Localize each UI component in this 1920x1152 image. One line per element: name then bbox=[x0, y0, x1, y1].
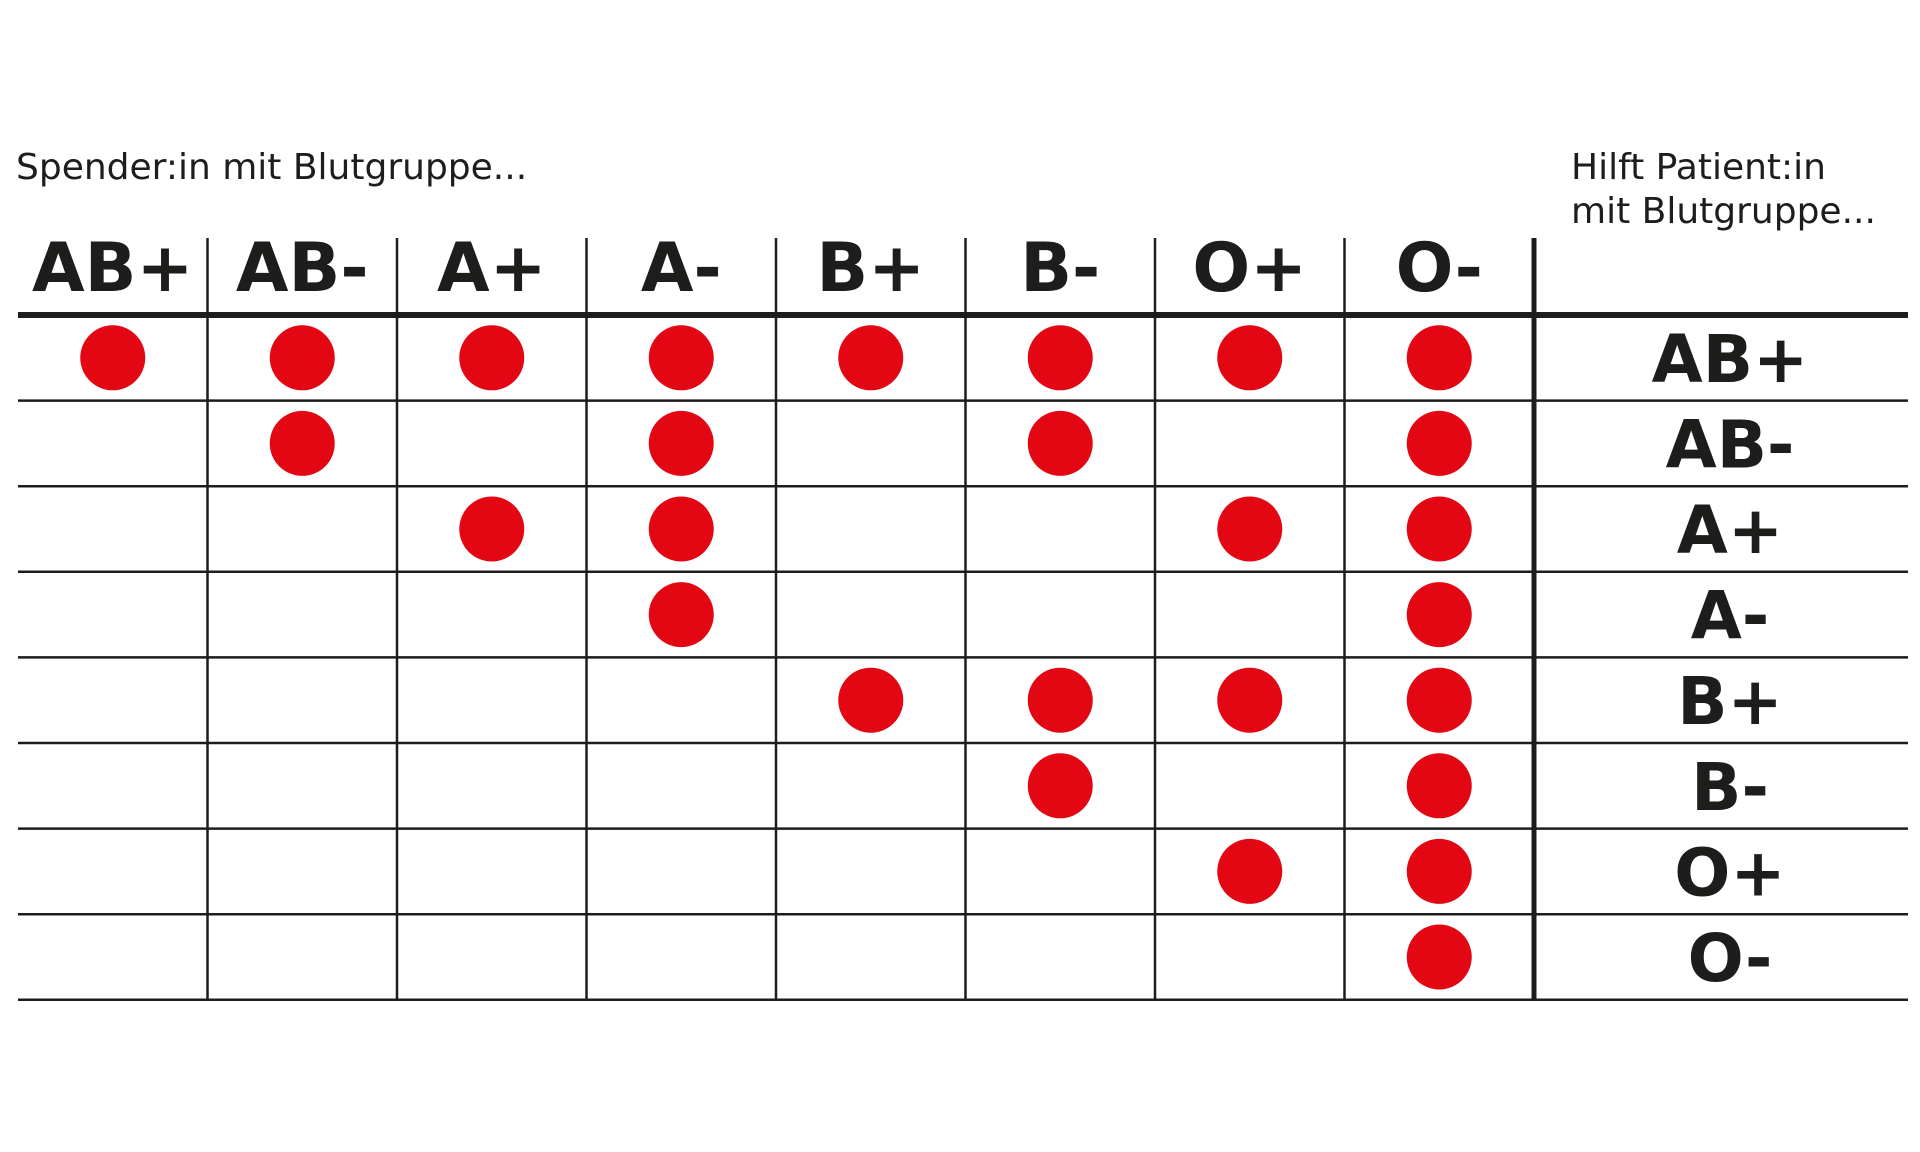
compatibility-dot bbox=[80, 325, 145, 390]
donor-group-label: A+ bbox=[436, 229, 547, 308]
compatibility-dot bbox=[1407, 925, 1472, 990]
compatibility-dot bbox=[1407, 325, 1472, 390]
compatibility-dot bbox=[838, 668, 903, 733]
donor-group-labels bbox=[32, 229, 1483, 308]
donor-group-label: B+ bbox=[816, 229, 926, 308]
compatibility-dot bbox=[270, 325, 335, 390]
compatibility-dot bbox=[1407, 839, 1472, 904]
compatibility-dot bbox=[649, 582, 714, 647]
donor-group-label: B- bbox=[1020, 229, 1101, 308]
compatibility-dot bbox=[1217, 668, 1282, 733]
compatibility-dot bbox=[649, 325, 714, 390]
compatibility-dot bbox=[1407, 497, 1472, 562]
compatibility-dot bbox=[1028, 668, 1093, 733]
compatibility-dot bbox=[1028, 411, 1093, 476]
donor-group-label: AB+ bbox=[32, 229, 194, 308]
compatibility-dot bbox=[1407, 582, 1472, 647]
patient-group-label: AB- bbox=[1665, 406, 1795, 484]
compatibility-dot bbox=[1028, 325, 1093, 390]
compatibility-dot bbox=[838, 325, 903, 390]
donor-caption: Spender:in mit Blutgruppe... bbox=[16, 147, 528, 188]
compatibility-dot bbox=[1217, 497, 1282, 562]
compatibility-dot bbox=[649, 411, 714, 476]
compatibility-dot bbox=[1407, 411, 1472, 476]
patient-group-label: AB+ bbox=[1651, 320, 1809, 398]
donor-group-label: O- bbox=[1395, 229, 1483, 308]
compatibility-dot bbox=[1407, 668, 1472, 733]
compatibility-dot bbox=[649, 497, 714, 562]
compatibility-dot bbox=[1217, 839, 1282, 904]
donor-group-label: AB- bbox=[235, 229, 369, 308]
compatibility-dot bbox=[1217, 325, 1282, 390]
patient-group-label: A+ bbox=[1676, 492, 1784, 569]
compatibility-dot bbox=[459, 497, 524, 562]
compatibility-dot bbox=[270, 411, 335, 476]
patient-group-label: O- bbox=[1687, 920, 1773, 997]
donor-group-label: O+ bbox=[1192, 229, 1308, 308]
patient-caption-line-2: mit Blutgruppe... bbox=[1571, 191, 1876, 232]
patient-group-label: B+ bbox=[1677, 663, 1783, 741]
compatibility-dot bbox=[1028, 753, 1093, 818]
patient-group-labels bbox=[1652, 321, 1809, 997]
patient-caption-line-1: Hilft Patient:in bbox=[1571, 147, 1826, 188]
compatibility-dot bbox=[459, 325, 524, 390]
patient-group-label: B- bbox=[1691, 748, 1769, 826]
patient-group-label: A- bbox=[1690, 577, 1770, 655]
donor-group-label: A- bbox=[640, 229, 722, 308]
patient-group-label: O+ bbox=[1674, 834, 1786, 912]
compatibility-dot bbox=[1407, 753, 1472, 818]
